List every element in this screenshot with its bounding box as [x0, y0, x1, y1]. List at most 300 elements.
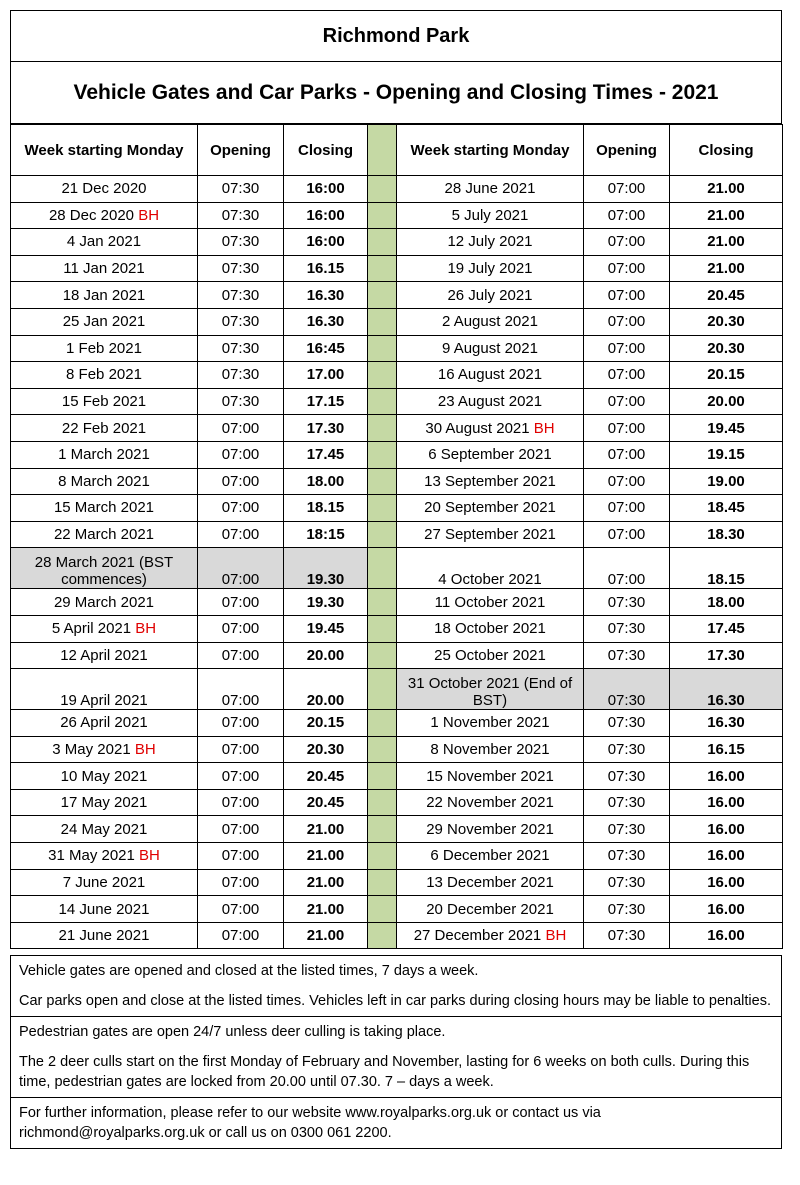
- week-label: 28 June 2021: [444, 180, 536, 198]
- table-row: [11, 255, 783, 282]
- gap-column-cell: [368, 816, 397, 843]
- closing-cell-left: 20.30: [284, 736, 368, 763]
- closing-cell-left: 19.30: [284, 548, 368, 589]
- week-cell-right: [397, 176, 584, 203]
- opening-cell-left: 07:30: [198, 282, 284, 309]
- week-cell-left: [11, 468, 198, 495]
- closing-cell-right: 20.30: [670, 308, 783, 335]
- gap-column-cell: [368, 710, 397, 737]
- opening-cell-left: 07:00: [198, 495, 284, 522]
- gap-column-cell: [368, 521, 397, 548]
- gap-column-cell: [368, 282, 397, 309]
- week-label: 19 April 2021: [60, 692, 148, 710]
- closing-cell-left: 16:00: [284, 176, 368, 203]
- week-cell-right: [397, 816, 584, 843]
- week-cell-right: [397, 763, 584, 790]
- opening-times-table: [10, 124, 783, 949]
- table-row: [11, 615, 783, 642]
- week-label: 10 May 2021: [60, 767, 148, 785]
- opening-cell-left: 07:00: [198, 441, 284, 468]
- table-row: [11, 589, 783, 616]
- week-cell-right: [397, 202, 584, 229]
- gap-column-cell: [368, 468, 397, 495]
- table-row: [11, 229, 783, 256]
- opening-cell-right: 07:00: [584, 388, 670, 415]
- week-cell-left: [11, 202, 198, 229]
- closing-cell-right: 16.00: [670, 843, 783, 870]
- closing-cell-left: 19.45: [284, 615, 368, 642]
- table-row: [11, 441, 783, 468]
- week-cell-left: [11, 255, 198, 282]
- closing-cell-left: 16:45: [284, 335, 368, 362]
- week-label: 22 November 2021: [426, 794, 554, 812]
- week-cell-right: [397, 843, 584, 870]
- opening-cell-right: 07:30: [584, 615, 670, 642]
- week-cell-left: [11, 922, 198, 949]
- closing-cell-right: 16.00: [670, 763, 783, 790]
- bank-holiday-marker: BH: [134, 740, 156, 758]
- week-cell-right: [397, 789, 584, 816]
- header-opening-right: Opening: [584, 125, 670, 176]
- gap-column-cell: [368, 642, 397, 669]
- closing-cell-left: 18.00: [284, 468, 368, 495]
- opening-cell-right: 07:30: [584, 869, 670, 896]
- opening-cell-left: 07:30: [198, 308, 284, 335]
- gap-column-cell: [368, 736, 397, 763]
- opening-cell-left: 07:00: [198, 710, 284, 737]
- gap-column-cell: [368, 415, 397, 442]
- header-week-right: Week starting Monday: [397, 125, 584, 176]
- gap-column-cell: [368, 388, 397, 415]
- closing-cell-left: 20.45: [284, 789, 368, 816]
- week-cell-right: [397, 388, 584, 415]
- week-label: 26 July 2021: [447, 286, 533, 304]
- table-row: [11, 710, 783, 737]
- week-label: 6 September 2021: [428, 446, 552, 464]
- week-label: 5 April 2021: [51, 620, 132, 638]
- week-cell-left: [11, 229, 198, 256]
- week-cell-left: [11, 415, 198, 442]
- bank-holiday-marker: BH: [138, 206, 160, 224]
- bank-holiday-marker: BH: [533, 419, 555, 437]
- closing-cell-left: 17.45: [284, 441, 368, 468]
- closing-cell-right: 20.45: [670, 282, 783, 309]
- table-row: [11, 922, 783, 949]
- table-row: [11, 335, 783, 362]
- week-label: 8 March 2021: [58, 472, 150, 490]
- week-cell-right: [397, 495, 584, 522]
- gap-column-cell: [368, 869, 397, 896]
- week-cell-left: [11, 843, 198, 870]
- week-cell-right: [397, 521, 584, 548]
- week-label: 29 November 2021: [426, 820, 554, 838]
- gap-column-cell: [368, 335, 397, 362]
- closing-cell-right: 17.45: [670, 615, 783, 642]
- opening-cell-left: 07:30: [198, 255, 284, 282]
- week-cell-left: [11, 736, 198, 763]
- week-label: 1 March 2021: [58, 446, 150, 464]
- note-paragraph: The 2 deer culls start on the first Monday of February and November, lasting for 6 weeks on both culls. During this time, pedestrian gates are locked from 20.00 until 07.30. 7 – days a week.: [19, 1054, 750, 1090]
- table-row: [11, 548, 783, 589]
- week-cell-right: [397, 441, 584, 468]
- week-label: 20 September 2021: [424, 499, 556, 517]
- opening-cell-left: 07:00: [198, 736, 284, 763]
- closing-cell-left: 16.15: [284, 255, 368, 282]
- week-cell-right: [397, 736, 584, 763]
- opening-cell-right: 07:00: [584, 308, 670, 335]
- week-label: 27 December 2021: [413, 927, 542, 945]
- week-cell-left: [11, 548, 198, 589]
- gap-column-cell: [368, 495, 397, 522]
- gap-column-cell: [368, 763, 397, 790]
- week-cell-left: [11, 710, 198, 737]
- week-cell-right: [397, 308, 584, 335]
- closing-cell-right: 16.00: [670, 816, 783, 843]
- closing-cell-left: 17.30: [284, 415, 368, 442]
- week-cell-left: [11, 789, 198, 816]
- week-label: 11 October 2021: [434, 593, 546, 611]
- closing-cell-right: 18.45: [670, 495, 783, 522]
- opening-cell-left: 07:30: [198, 335, 284, 362]
- header-closing-right: Closing: [670, 125, 783, 176]
- table-row: [11, 282, 783, 309]
- closing-cell-right: 21.00: [670, 255, 783, 282]
- week-label: 16 August 2021: [437, 366, 543, 384]
- week-label: 29 March 2021: [53, 593, 155, 611]
- closing-cell-left: 16:00: [284, 202, 368, 229]
- week-cell-left: [11, 335, 198, 362]
- week-label: 15 November 2021: [426, 767, 554, 785]
- closing-cell-right: 16.00: [670, 922, 783, 949]
- gap-column-cell: [368, 789, 397, 816]
- week-label: 15 Feb 2021: [61, 393, 147, 411]
- week-cell-right: [397, 255, 584, 282]
- opening-cell-right: 07:00: [584, 441, 670, 468]
- week-cell-left: [11, 642, 198, 669]
- note-box: [10, 1098, 782, 1149]
- gap-column-cell: [368, 229, 397, 256]
- table-row: [11, 869, 783, 896]
- week-label: 5 July 2021: [451, 206, 529, 224]
- table-body: [11, 176, 783, 949]
- opening-cell-left: 07:00: [198, 548, 284, 589]
- closing-cell-right: 16.30: [670, 669, 783, 710]
- closing-cell-left: 21.00: [284, 816, 368, 843]
- closing-cell-right: 19.00: [670, 468, 783, 495]
- opening-cell-right: 07:30: [584, 763, 670, 790]
- opening-cell-left: 07:00: [198, 922, 284, 949]
- opening-cell-left: 07:00: [198, 789, 284, 816]
- week-label: 3 May 2021: [52, 740, 131, 758]
- opening-cell-right: 07:30: [584, 642, 670, 669]
- opening-cell-left: 07:00: [198, 816, 284, 843]
- bank-holiday-marker: BH: [135, 620, 157, 638]
- week-label: 21 June 2021: [58, 927, 150, 945]
- week-cell-right: [397, 362, 584, 389]
- week-cell-left: [11, 763, 198, 790]
- week-label: 25 October 2021: [434, 646, 546, 664]
- closing-cell-left: 18.15: [284, 495, 368, 522]
- note-box: [10, 1017, 782, 1098]
- closing-cell-left: 16:00: [284, 229, 368, 256]
- opening-cell-left: 07:00: [198, 669, 284, 710]
- table-header-row: [11, 125, 783, 176]
- closing-cell-right: 20.30: [670, 335, 783, 362]
- opening-cell-right: 07:30: [584, 736, 670, 763]
- opening-cell-left: 07:00: [198, 896, 284, 923]
- opening-cell-left: 07:00: [198, 521, 284, 548]
- closing-cell-left: 19.30: [284, 589, 368, 616]
- closing-cell-left: 16.30: [284, 308, 368, 335]
- table-row: [11, 763, 783, 790]
- closing-cell-right: 16.00: [670, 789, 783, 816]
- week-label: 21 Dec 2020: [61, 180, 147, 198]
- opening-cell-right: 07:00: [584, 202, 670, 229]
- closing-cell-left: 21.00: [284, 922, 368, 949]
- opening-cell-right: 07:00: [584, 415, 670, 442]
- week-cell-right: [397, 669, 584, 710]
- week-cell-left: [11, 615, 198, 642]
- gap-column-cell: [368, 255, 397, 282]
- opening-cell-right: 07:30: [584, 710, 670, 737]
- table-row: [11, 202, 783, 229]
- table-row: [11, 468, 783, 495]
- closing-cell-right: 16.15: [670, 736, 783, 763]
- closing-cell-left: 16.30: [284, 282, 368, 309]
- week-label: 13 September 2021: [424, 472, 556, 490]
- week-label: 25 Jan 2021: [62, 313, 146, 331]
- closing-cell-right: 19.15: [670, 441, 783, 468]
- gap-column-cell: [368, 615, 397, 642]
- week-cell-left: [11, 308, 198, 335]
- closing-cell-right: 20.15: [670, 362, 783, 389]
- gap-column-cell: [368, 669, 397, 710]
- note-paragraph: For further information, please refer to our website www.royalparks.org.uk or contact us via richmond@royalparks.org.uk or call us on 0300 061 2200.: [19, 1105, 601, 1141]
- week-cell-right: [397, 869, 584, 896]
- gap-column-cell: [368, 589, 397, 616]
- note-paragraph: Vehicle gates are opened and closed at the listed times, 7 days a week.: [19, 963, 479, 979]
- opening-cell-left: 07:30: [198, 388, 284, 415]
- week-cell-left: [11, 816, 198, 843]
- week-label: 4 Jan 2021: [66, 233, 142, 251]
- week-cell-right: [397, 710, 584, 737]
- table-row: [11, 388, 783, 415]
- closing-cell-right: 17.30: [670, 642, 783, 669]
- opening-cell-left: 07:00: [198, 468, 284, 495]
- week-cell-right: [397, 896, 584, 923]
- week-label: 8 November 2021: [430, 740, 550, 758]
- closing-cell-left: 17.15: [284, 388, 368, 415]
- closing-cell-left: 21.00: [284, 869, 368, 896]
- week-cell-right: [397, 415, 584, 442]
- gap-column-cell: [368, 202, 397, 229]
- table-row: [11, 669, 783, 710]
- opening-cell-right: 07:30: [584, 816, 670, 843]
- week-cell-right: [397, 642, 584, 669]
- week-label: 31 October 2021 (End of BST): [407, 675, 573, 710]
- closing-cell-left: 21.00: [284, 843, 368, 870]
- week-label: 13 December 2021: [426, 873, 554, 891]
- opening-cell-right: 07:00: [584, 176, 670, 203]
- week-label: 28 Dec 2020: [48, 206, 135, 224]
- week-label: 2 August 2021: [442, 313, 538, 331]
- week-label: 22 March 2021: [53, 526, 155, 544]
- week-cell-left: [11, 388, 198, 415]
- opening-cell-left: 07:00: [198, 615, 284, 642]
- page-subtitle: Vehicle Gates and Car Parks - Opening and Closing Times - 2021: [10, 62, 782, 124]
- week-cell-left: [11, 869, 198, 896]
- week-label: 6 December 2021: [430, 847, 550, 865]
- gap-column-cell: [368, 548, 397, 589]
- note-paragraph: Pedestrian gates are open 24/7 unless deer culling is taking place.: [19, 1024, 446, 1040]
- opening-cell-right: 07:30: [584, 789, 670, 816]
- week-label: 11 Jan 2021: [63, 260, 145, 278]
- week-label: 9 August 2021: [442, 339, 538, 357]
- closing-cell-left: 21.00: [284, 896, 368, 923]
- closing-cell-right: 18.30: [670, 521, 783, 548]
- header-closing-left: Closing: [284, 125, 368, 176]
- week-cell-left: [11, 176, 198, 203]
- closing-cell-right: 16.00: [670, 896, 783, 923]
- week-label: 28 March 2021 (BST commences): [34, 554, 174, 589]
- week-label: 1 November 2021: [430, 714, 550, 732]
- opening-cell-right: 07:30: [584, 669, 670, 710]
- page-title: Richmond Park: [10, 10, 782, 62]
- week-label: 18 October 2021: [434, 620, 546, 638]
- table-row: [11, 362, 783, 389]
- opening-cell-left: 07:30: [198, 362, 284, 389]
- table-row: [11, 415, 783, 442]
- week-cell-left: [11, 495, 198, 522]
- table-row: [11, 521, 783, 548]
- closing-cell-right: 21.00: [670, 202, 783, 229]
- opening-cell-right: 07:00: [584, 335, 670, 362]
- gap-column-cell: [368, 843, 397, 870]
- opening-cell-right: 07:00: [584, 229, 670, 256]
- opening-cell-left: 07:30: [198, 229, 284, 256]
- opening-cell-right: 07:00: [584, 548, 670, 589]
- note-box: [10, 955, 782, 1017]
- week-label: 23 August 2021: [437, 393, 543, 411]
- week-cell-left: [11, 896, 198, 923]
- week-label: 4 October 2021: [438, 571, 542, 589]
- closing-cell-right: 16.00: [670, 869, 783, 896]
- header-week-left: Week starting Monday: [11, 125, 198, 176]
- opening-cell-right: 07:00: [584, 495, 670, 522]
- week-label: 30 August 2021: [425, 419, 530, 437]
- closing-cell-right: 18.00: [670, 589, 783, 616]
- week-label: 22 Feb 2021: [61, 419, 147, 437]
- opening-cell-left: 07:30: [198, 176, 284, 203]
- week-label: 1 Feb 2021: [66, 339, 142, 357]
- notes-section: [10, 955, 782, 1149]
- week-label: 7 June 2021: [62, 873, 146, 891]
- closing-cell-right: 21.00: [670, 229, 783, 256]
- opening-cell-right: 07:00: [584, 255, 670, 282]
- table-row: [11, 736, 783, 763]
- gap-column-cell: [368, 922, 397, 949]
- opening-cell-left: 07:30: [198, 202, 284, 229]
- week-label: 31 May 2021: [48, 847, 135, 865]
- gap-column-cell: [368, 308, 397, 335]
- week-cell-right: [397, 468, 584, 495]
- week-label: 24 May 2021: [60, 820, 148, 838]
- header-opening-left: Opening: [198, 125, 284, 176]
- week-cell-left: [11, 589, 198, 616]
- opening-cell-right: 07:00: [584, 282, 670, 309]
- gap-column-header: [368, 125, 397, 176]
- week-label: 12 April 2021: [60, 646, 148, 664]
- week-cell-right: [397, 548, 584, 589]
- opening-cell-right: 07:30: [584, 922, 670, 949]
- table-row: [11, 789, 783, 816]
- table-row: [11, 176, 783, 203]
- gap-column-cell: [368, 896, 397, 923]
- week-cell-left: [11, 441, 198, 468]
- opening-cell-right: 07:30: [584, 589, 670, 616]
- closing-cell-left: 17.00: [284, 362, 368, 389]
- week-cell-left: [11, 669, 198, 710]
- opening-cell-left: 07:00: [198, 843, 284, 870]
- week-label: 27 September 2021: [424, 526, 556, 544]
- week-label: 14 June 2021: [58, 900, 150, 918]
- gap-column-cell: [368, 362, 397, 389]
- closing-cell-left: 20.00: [284, 642, 368, 669]
- week-cell-right: [397, 922, 584, 949]
- closing-cell-right: 18.15: [670, 548, 783, 589]
- note-paragraph: Car parks open and close at the listed times. Vehicles left in car parks during closing hours may be liable to penalties.: [19, 993, 771, 1009]
- opening-cell-left: 07:00: [198, 869, 284, 896]
- week-label: 15 March 2021: [53, 499, 155, 517]
- closing-cell-left: 18:15: [284, 521, 368, 548]
- opening-cell-right: 07:00: [584, 468, 670, 495]
- week-cell-right: [397, 229, 584, 256]
- closing-cell-right: 20.00: [670, 388, 783, 415]
- bank-holiday-marker: BH: [545, 927, 567, 945]
- table-row: [11, 495, 783, 522]
- timetable-sheet: [10, 10, 782, 949]
- opening-cell-left: 07:00: [198, 415, 284, 442]
- week-label: 17 May 2021: [60, 794, 148, 812]
- opening-cell-right: 07:00: [584, 521, 670, 548]
- closing-cell-left: 20.15: [284, 710, 368, 737]
- opening-cell-left: 07:00: [198, 763, 284, 790]
- week-cell-right: [397, 335, 584, 362]
- week-label: 20 December 2021: [426, 900, 554, 918]
- week-label: 8 Feb 2021: [66, 366, 142, 384]
- gap-column-cell: [368, 176, 397, 203]
- table-row: [11, 308, 783, 335]
- opening-cell-right: 07:00: [584, 362, 670, 389]
- table-row: [11, 642, 783, 669]
- week-label: 26 April 2021: [60, 714, 148, 732]
- week-cell-right: [397, 589, 584, 616]
- table-row: [11, 896, 783, 923]
- opening-cell-left: 07:00: [198, 642, 284, 669]
- closing-cell-right: 16.30: [670, 710, 783, 737]
- week-cell-right: [397, 282, 584, 309]
- gap-column-cell: [368, 441, 397, 468]
- week-cell-left: [11, 521, 198, 548]
- week-cell-right: [397, 615, 584, 642]
- closing-cell-left: 20.00: [284, 669, 368, 710]
- week-label: 18 Jan 2021: [62, 286, 146, 304]
- table-row: [11, 816, 783, 843]
- opening-cell-right: 07:30: [584, 896, 670, 923]
- opening-cell-right: 07:30: [584, 843, 670, 870]
- closing-cell-right: 19.45: [670, 415, 783, 442]
- week-cell-left: [11, 362, 198, 389]
